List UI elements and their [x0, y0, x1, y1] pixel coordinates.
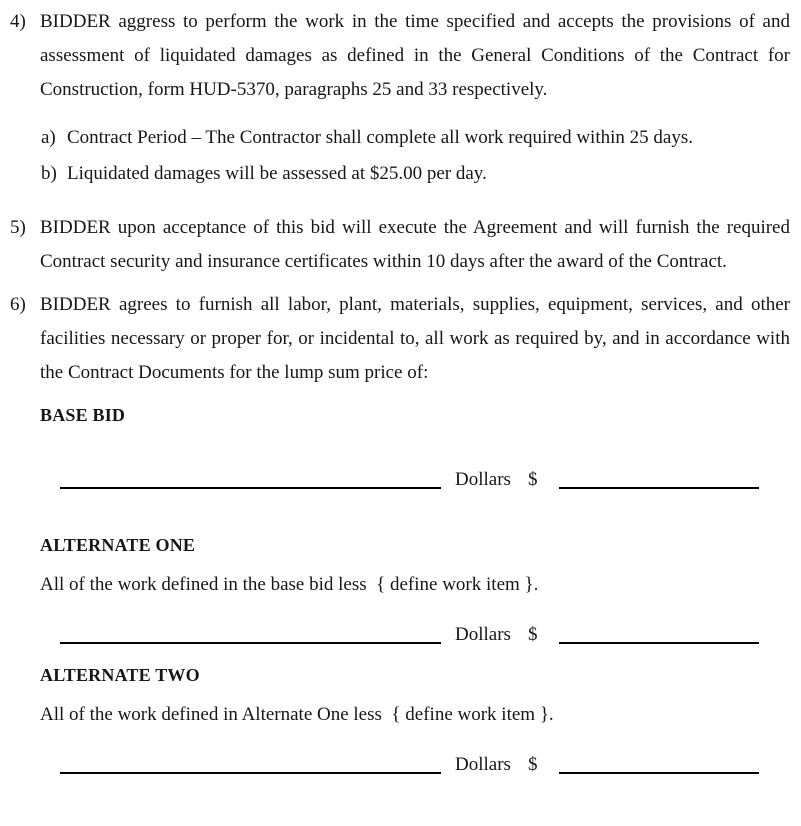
list-item-5: [10, 211, 790, 279]
item-4b-text: Liquidated damages will be assessed at $25.00 per day.: [67, 163, 487, 184]
item-4a-text: Contract Period – The Contractor shall complete all work required within 25 days.: [67, 127, 693, 148]
item-5-number: 5): [10, 217, 26, 238]
alternate-one-amount-row: [60, 618, 790, 652]
alternate-one-dollars-label: Dollars: [455, 624, 511, 645]
item-4-text: BIDDER aggress to perform the work in the time specified and accepts the provisions of and assessment of liquidated damages as defined in the General Conditions of the Contract for Construction, form HUD-5370, paragraphs 25 and 33 respectively.: [40, 11, 790, 100]
alternate-two-dollars-label: Dollars: [455, 754, 511, 775]
alternate-two-amount-row: [60, 748, 790, 782]
base-bid-heading: BASE BID: [40, 405, 126, 425]
list-item-6: [10, 288, 790, 390]
alternate-one-heading: ALTERNATE ONE: [40, 535, 196, 555]
base-bid-amount-row: [60, 463, 790, 497]
alternate-two-numeric-amount-line[interactable]: [559, 762, 759, 774]
base-bid-dollars-label: Dollars: [455, 469, 511, 490]
list-item-4b: [41, 157, 790, 191]
list-item-4a: [41, 121, 790, 155]
list-item-4: [10, 5, 790, 107]
alternate-two-dollar-sign: $: [527, 754, 538, 775]
item-4-number: 4): [10, 11, 26, 32]
base-bid-numeric-amount-line[interactable]: [559, 477, 759, 489]
alternate-two-written-amount-line[interactable]: [60, 762, 441, 774]
base-bid-dollar-sign: $: [527, 469, 538, 490]
alternate-one-written-amount-line[interactable]: [60, 632, 441, 644]
item-4b-number: b): [41, 163, 57, 184]
item-5-text: BIDDER upon acceptance of this bid will execute the Agreement and will furnish the required Contract security and insurance certificates within 10 days after the award of the Contract.: [40, 217, 790, 272]
item-6-number: 6): [10, 294, 26, 315]
base-bid-written-amount-line[interactable]: [60, 477, 441, 489]
alternate-two-heading: ALTERNATE TWO: [40, 665, 200, 685]
alternate-one-dollar-sign: $: [527, 624, 538, 645]
item-6-text: BIDDER agrees to furnish all labor, plant, materials, supplies, equipment, services, and other facilities necessary or proper for, or incidental to, all work as required by, and in accordance with the Contract Documents for the lump sum price of:: [40, 294, 790, 383]
alternate-one-description: All of the work defined in the base bid less { define work item }.: [40, 574, 539, 595]
alternate-two-description: All of the work defined in Alternate One less { define work item }.: [40, 704, 554, 725]
item-4a-number: a): [41, 127, 56, 148]
alternate-one-numeric-amount-line[interactable]: [559, 632, 759, 644]
